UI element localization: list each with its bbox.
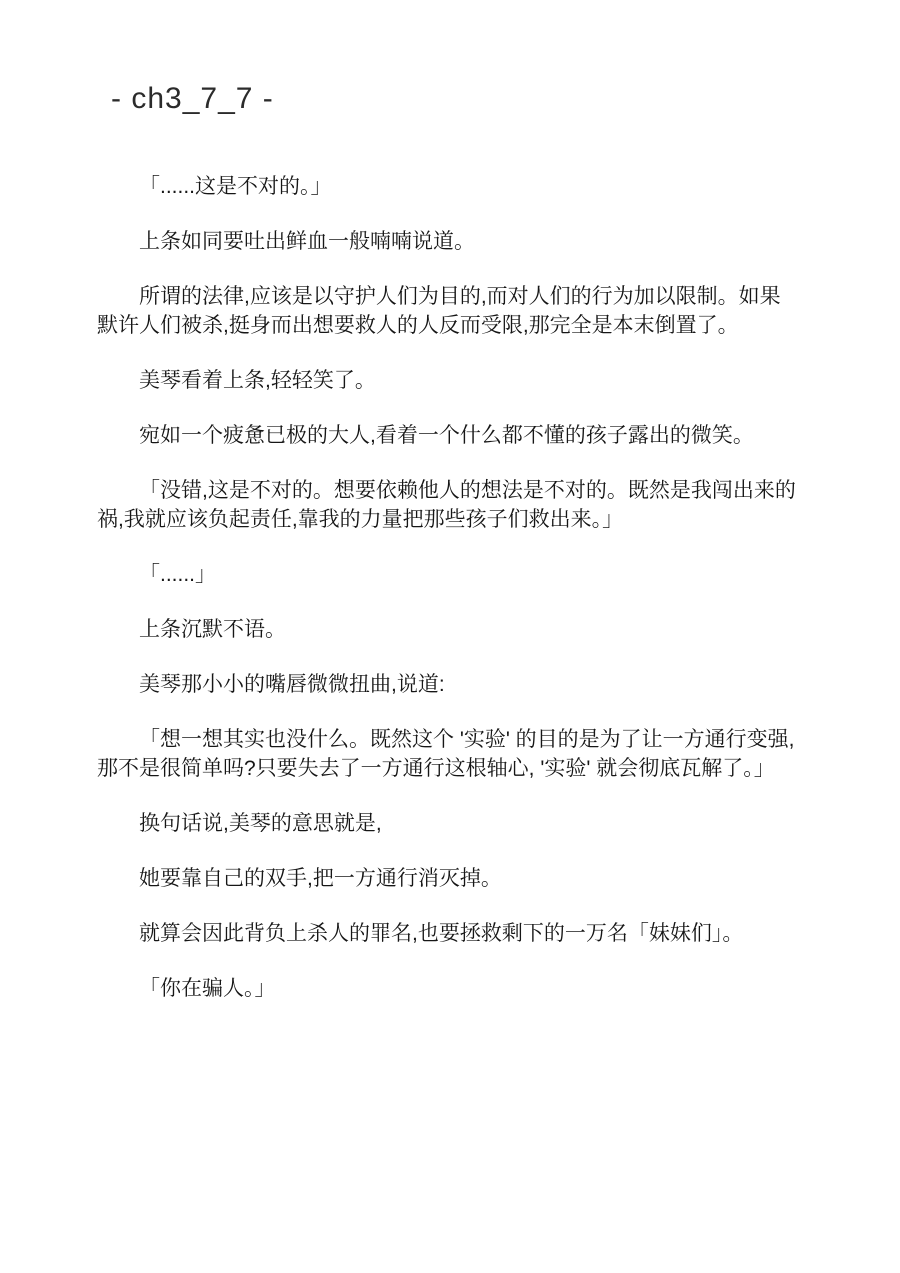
- paragraph-13: 就算会因此背负上杀人的罪名,也要拯救剩下的一万名「妹妹们」。: [139, 922, 744, 945]
- paragraph-3: 所谓的法律,应该是以守护人们为目的,而对人们的行为加以限制。如果默许人们被杀,挺身而出想要救人的人反而受限,那完全是本末倒置了。: [97, 285, 781, 337]
- paragraph-12: 她要靠自己的双手,把一方通行消灭掉。: [139, 867, 502, 890]
- paragraph-2: 上条如同要吐出鲜血一般喃喃说道。: [139, 230, 475, 253]
- text-block: [97, 172, 797, 1003]
- paragraph-14: 「你在骗人。」: [139, 977, 276, 1000]
- paragraph-11: 换句话说,美琴的意思就是,: [139, 812, 382, 835]
- chapter-title: - ch3_7_7 -: [111, 82, 274, 115]
- paragraph-10: 「想一想其实也没什么。既然这个 '实验' 的目的是为了让一方通行变强,那不是很简单吗?只要失去了一方通行这根轴心, '实验' 就会彻底瓦解了。」: [97, 728, 795, 780]
- paragraph-9: 美琴那小小的嘴唇微微扭曲,说道:: [139, 673, 445, 696]
- paragraph-1: 「......这是不对的。」: [139, 175, 332, 198]
- paragraph-4: 美琴看着上条,轻轻笑了。: [139, 369, 376, 392]
- paragraph-8: 上条沉默不语。: [139, 618, 286, 641]
- paragraph-7: 「......」: [139, 563, 217, 586]
- paragraph-6: 「没错,这是不对的。想要依赖他人的想法是不对的。既然是我闯出来的祸,我就应该负起责任,靠我的力量把那些孩子们救出来。」: [97, 479, 796, 531]
- paragraph-5: 宛如一个疲惫已极的大人,看着一个什么都不懂的孩子露出的微笑。: [139, 424, 754, 447]
